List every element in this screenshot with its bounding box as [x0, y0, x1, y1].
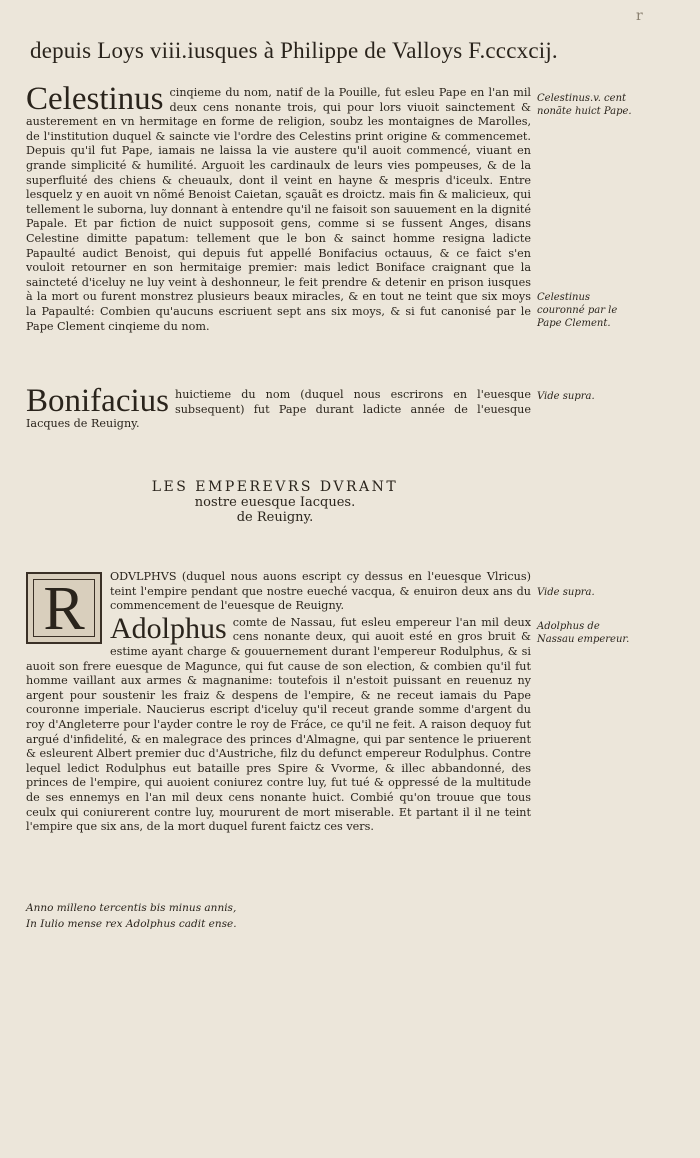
verse-line-2: In Iulio mense rex Adolphus cadit ense. — [26, 918, 237, 930]
pencil-mark: r — [636, 8, 643, 24]
margin-note-3: Vide supra. — [537, 391, 595, 402]
margin-note-4: Vide supra. — [537, 587, 595, 598]
decorated-initial — [26, 572, 102, 644]
margin-note-2: Celestinus couronné par le Pape Clement. — [537, 292, 618, 329]
celestinus-text: cinqieme du nom, natif de la Pouille, fut esleu Pape en l'an mil deux cens nonante trois, qui pour lors viuoit sainctement & austerement en vn hermitage en forme de religion, soubz les montaignes de Marolles, de l'institution duquel & saincte vie l'ordre des Celestins print origine & commencemet. Depuis qu'il fut Pape, iamais ne laissa la vie austere qu'il auoit commencé, viuant en grande simplicité & humilité. Arguoit les cardinaulx de leurs vies pompeuses, & de la superfluité des chiens & cheuaulx, dont il veint en hayne & mespris d'iceulx. Entre lesquelz y en auoit vn nõmé Benoist Caietan, sçauãt es droictz. mais fin & malicieux, qui tellement le suborna, luy donnant à entendre qu'il ne faisoit son sauuement en la dignité Papale. Et par fiction de nuict supposoit gens, comme si se fussent Anges, disans Celestine dimitte papatum: tellement que le bon & sainct homme resigna ladicte Papaulté audict Benoist, qui depuis fut appellé Bonifacius octauus, & ce faict s'en vouloit retourner en son hermitaige premier: mais ledict Boniface craignant que la saincteté d'iceluy ne luy veint à deshonneur, le feit prendre & detenir en prison iusques à la mort ou furent monstrez plusieurs beaux miracles, & en tout ne teint que six moys la Papaulté: Combien qu'aucuns escriuent sept ans six moys, & si fut canonisé par le Pape Clement cinqieme du nom. — [26, 86, 531, 333]
celestinus-entry — [26, 81, 531, 334]
bonifacius-text: huictieme du nom (duquel nous escrirons en l'euesque subsequent) fut Pape durant ladicte année de l'euesque Iacques de Reuigny. — [26, 388, 531, 431]
running-head: depuis Loys viii.iusques à Philippe de Valloys F.cccxcij. — [30, 38, 558, 63]
adolphus-name: Adolphus — [110, 611, 227, 645]
margin-note-1: Celestinus.v. cent nonãte huict Pape. — [537, 93, 632, 117]
section-heading-line3: de Reuigny. — [236, 510, 314, 525]
section-heading-line2: nostre euesque Iacques. — [194, 495, 356, 510]
margin-note-5: Adolphus de Nassau empereur. — [537, 621, 630, 645]
section-heading — [120, 480, 430, 525]
celestinus-name: Celestinus — [26, 81, 164, 117]
bonifacius-name: Bonifacius — [26, 383, 169, 419]
adolphus-text: comte de Nassau, fut esleu empereur l'an mil deux cens nonante deux, qui auoit esté en gros bruit & estime ayant charge & gouuernement durant l'empereur Rodulphus, & si auoit son frere euesque de Magunce, qui fut cause de son election, & combien qu'il fut homme vaillant aux armes & magnanime: toutefois il n'estoit puissant en reuenuz ny argent pour soustenir les fraiz & despens de l'empire, & ne receut iamais du Pape couronne imperiale. Naucierus escript d'iceluy qu'il receut grande somme d'argent du roy d'Angleterre pour l'ayder contre le roy de Fráce, ce qu'il ne feit. A raison dequoy fut argué d'infidelité, & en malegrace des princes d'Almagne, qui par sentence le priuerent & esleurent Albert premier duc d'Austriche, filz du defunct empereur Rodulphus. Contre lequel ledict Rodulphus eut bataille pres Spire & Vvorme, & illec abbandonné, des princes de l'empire, qui auoient coniurez contre luy, fut tué & oppressé de la multitude de ses ennemys en l'an mil deux cens nonante huict. Combié qu'on trouue que tous ceulx qui coniurerent contre luy, moururent de mort miserable. Et partant il il ne teint l'empire que six ans, de la mort duquel furent faictz ces vers. — [26, 615, 531, 834]
rodulphus-text: ODVLPHVS (duquel nous auons escript cy dessus en l'euesque Vlricus) teint l'empire pendant que nostre eueché vacqua, & enuiron deux ans du commencement de l'euesque de Reuigny. — [110, 570, 531, 613]
bonifacius-entry — [26, 383, 531, 432]
verse — [26, 900, 326, 932]
rodulphus-entry — [26, 570, 531, 835]
section-heading-title: LES EMPEREVRS DVRANT — [151, 479, 399, 495]
decorated-initial-letter: R — [43, 575, 85, 643]
verse-line-1: Anno milleno tercentis bis minus annis, — [26, 902, 237, 914]
